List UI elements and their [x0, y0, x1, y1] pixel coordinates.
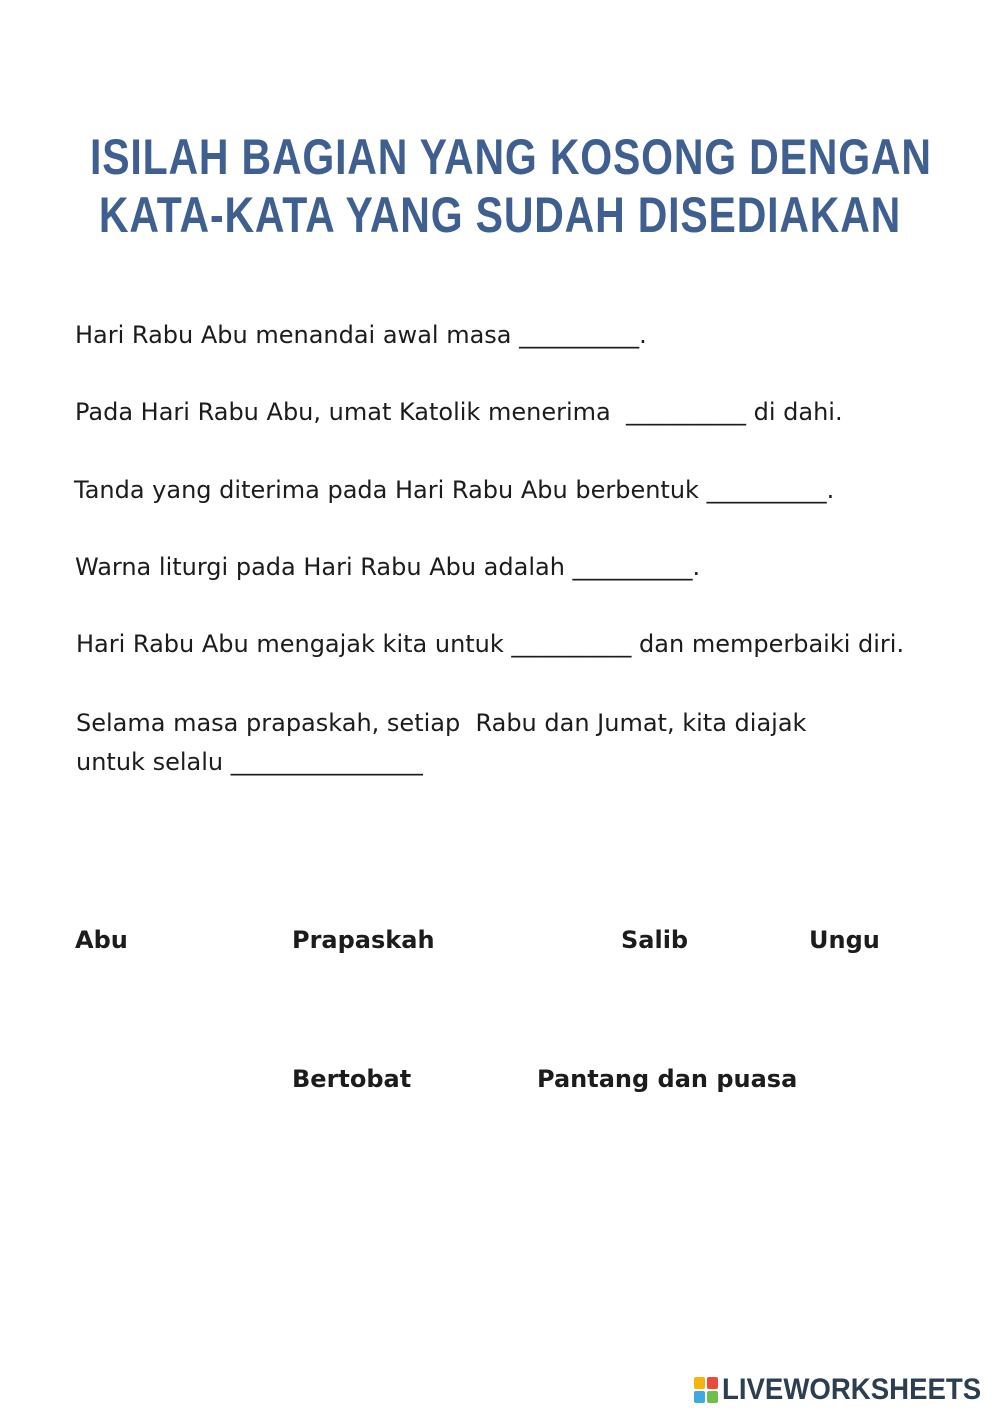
question-4-text-after: .: [692, 553, 701, 581]
question-1: [75, 316, 647, 355]
question-2: [75, 393, 843, 432]
title-line-1: ISILAH BAGIAN YANG KOSONG DENGAN: [90, 129, 932, 185]
word-bank-pantang-dan-puasa[interactable]: Pantang dan puasa: [537, 1065, 798, 1093]
answer-blank-2[interactable]: __________: [625, 398, 746, 426]
question-2-text-after: di dahi.: [745, 398, 843, 426]
question-3-text-after: .: [826, 476, 835, 504]
word-bank-prapaskah[interactable]: Prapaskah: [292, 926, 435, 954]
question-2-text-before: Pada Hari Rabu Abu, umat Katolik menerima: [75, 398, 626, 426]
answer-blank-6[interactable]: ________________: [230, 748, 423, 776]
question-6-line-1: Selama masa prapaskah, setiap Rabu dan Jumat, kita diajak: [76, 709, 807, 737]
word-bank-abu[interactable]: Abu: [75, 926, 128, 954]
question-1-text-before: Hari Rabu Abu menandai awal masa: [75, 321, 520, 349]
question-5: [76, 625, 904, 664]
answer-blank-5[interactable]: __________: [511, 630, 632, 658]
question-3: [74, 471, 834, 510]
liveworksheets-logo-icon: [694, 1377, 718, 1403]
title-line-2: KATA-KATA YANG SUDAH DISEDIAKAN: [98, 187, 902, 243]
question-5-text-before: Hari Rabu Abu mengajak kita untuk: [76, 630, 512, 658]
question-3-text-before: Tanda yang diterima pada Hari Rabu Abu berbentuk: [74, 476, 707, 504]
question-6: [76, 704, 806, 782]
word-bank-ungu[interactable]: Ungu: [809, 926, 880, 954]
liveworksheets-brand-text: LIVEWORKSHEETS: [722, 1373, 982, 1406]
answer-blank-3[interactable]: __________: [706, 476, 827, 504]
word-bank-salib[interactable]: Salib: [621, 926, 689, 954]
question-4-text-before: Warna liturgi pada Hari Rabu Abu adalah: [75, 553, 573, 581]
question-6-text-before: untuk selalu: [76, 748, 231, 776]
question-5-text-after: dan memperbaiki diri.: [631, 630, 905, 658]
question-1-text-after: .: [639, 321, 647, 349]
worksheet-title: [90, 128, 932, 244]
answer-blank-1[interactable]: __________: [519, 321, 640, 349]
question-4: [75, 548, 700, 587]
liveworksheets-brand: [694, 1372, 1000, 1408]
word-bank-bertobat[interactable]: Bertobat: [292, 1065, 412, 1093]
answer-blank-4[interactable]: __________: [572, 553, 693, 581]
